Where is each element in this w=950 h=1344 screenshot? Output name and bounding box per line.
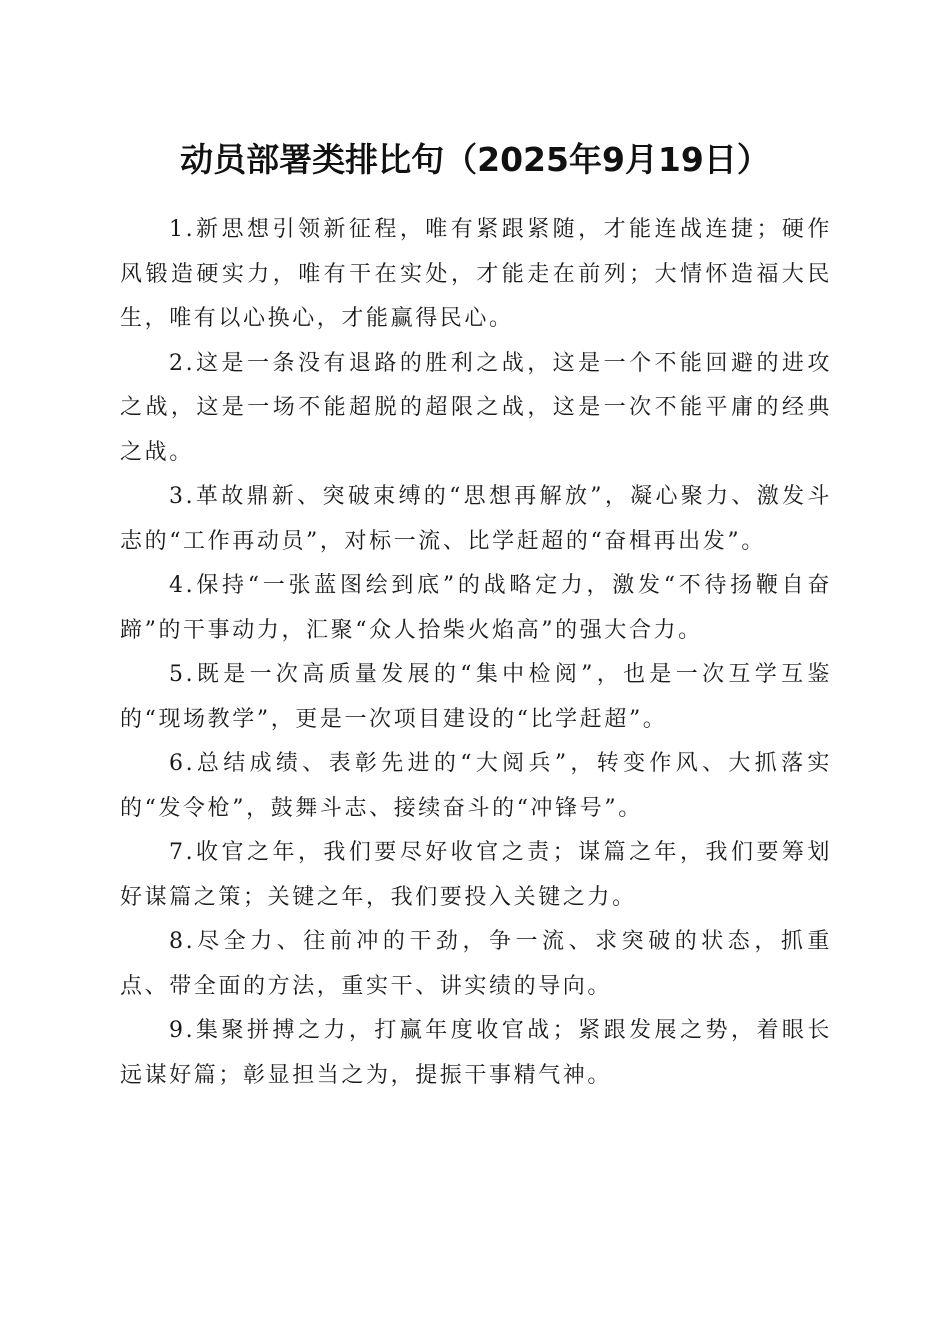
document-title: 动员部署类排比句（2025年9月19日） [180,140,770,179]
paragraph-4: 4.保持“一张蓝图绘到底”的战略定力，激发“不待扬鞭自奋蹄”的干事动力，汇聚“众人拾柴火焰高”的强大合力。 [120,573,832,643]
paragraph-1: 1.新思想引领新征程，唯有紧跟紧随，才能连战连捷；硬作风锻造硬实力，唯有干在实处，才能走在前列；大情怀造福大民生，唯有以心换心，才能赢得民心。 [120,217,832,331]
document-body [120,208,832,1098]
paragraph-7: 7.收官之年，我们要尽好收官之责；谋篇之年，我们要筹划好谋篇之策；关键之年，我们要投入关键之力。 [120,840,832,910]
paragraph-3: 3.革故鼎新、突破束缚的“思想再解放”，凝心聚力、激发斗志的“工作再动员”，对标一流、比学赶超的“奋楫再出发”。 [120,484,832,554]
paragraph-8: 8.尽全力、往前冲的干劲，争一流、求突破的状态，抓重点、带全面的方法，重实干、讲实绩的导向。 [120,929,832,999]
paragraph-6: 6.总结成绩、表彰先进的“大阅兵”，转变作风、大抓落实的“发令枪”，鼓舞斗志、接续奋斗的“冲锋号”。 [120,751,832,821]
paragraph-5: 5.既是一次高质量发展的“集中检阅”，也是一次互学互鉴的“现场教学”，更是一次项目建设的“比学赶超”。 [120,662,832,732]
paragraph-2: 2.这是一条没有退路的胜利之战，这是一个不能回避的进攻之战，这是一场不能超脱的超限之战，这是一次不能平庸的经典之战。 [120,350,832,465]
paragraph-9: 9.集聚拼搏之力，打赢年度收官战；紧跟发展之势，着眼长远谋好篇；彰显担当之为，提振干事精气神。 [120,1018,832,1088]
